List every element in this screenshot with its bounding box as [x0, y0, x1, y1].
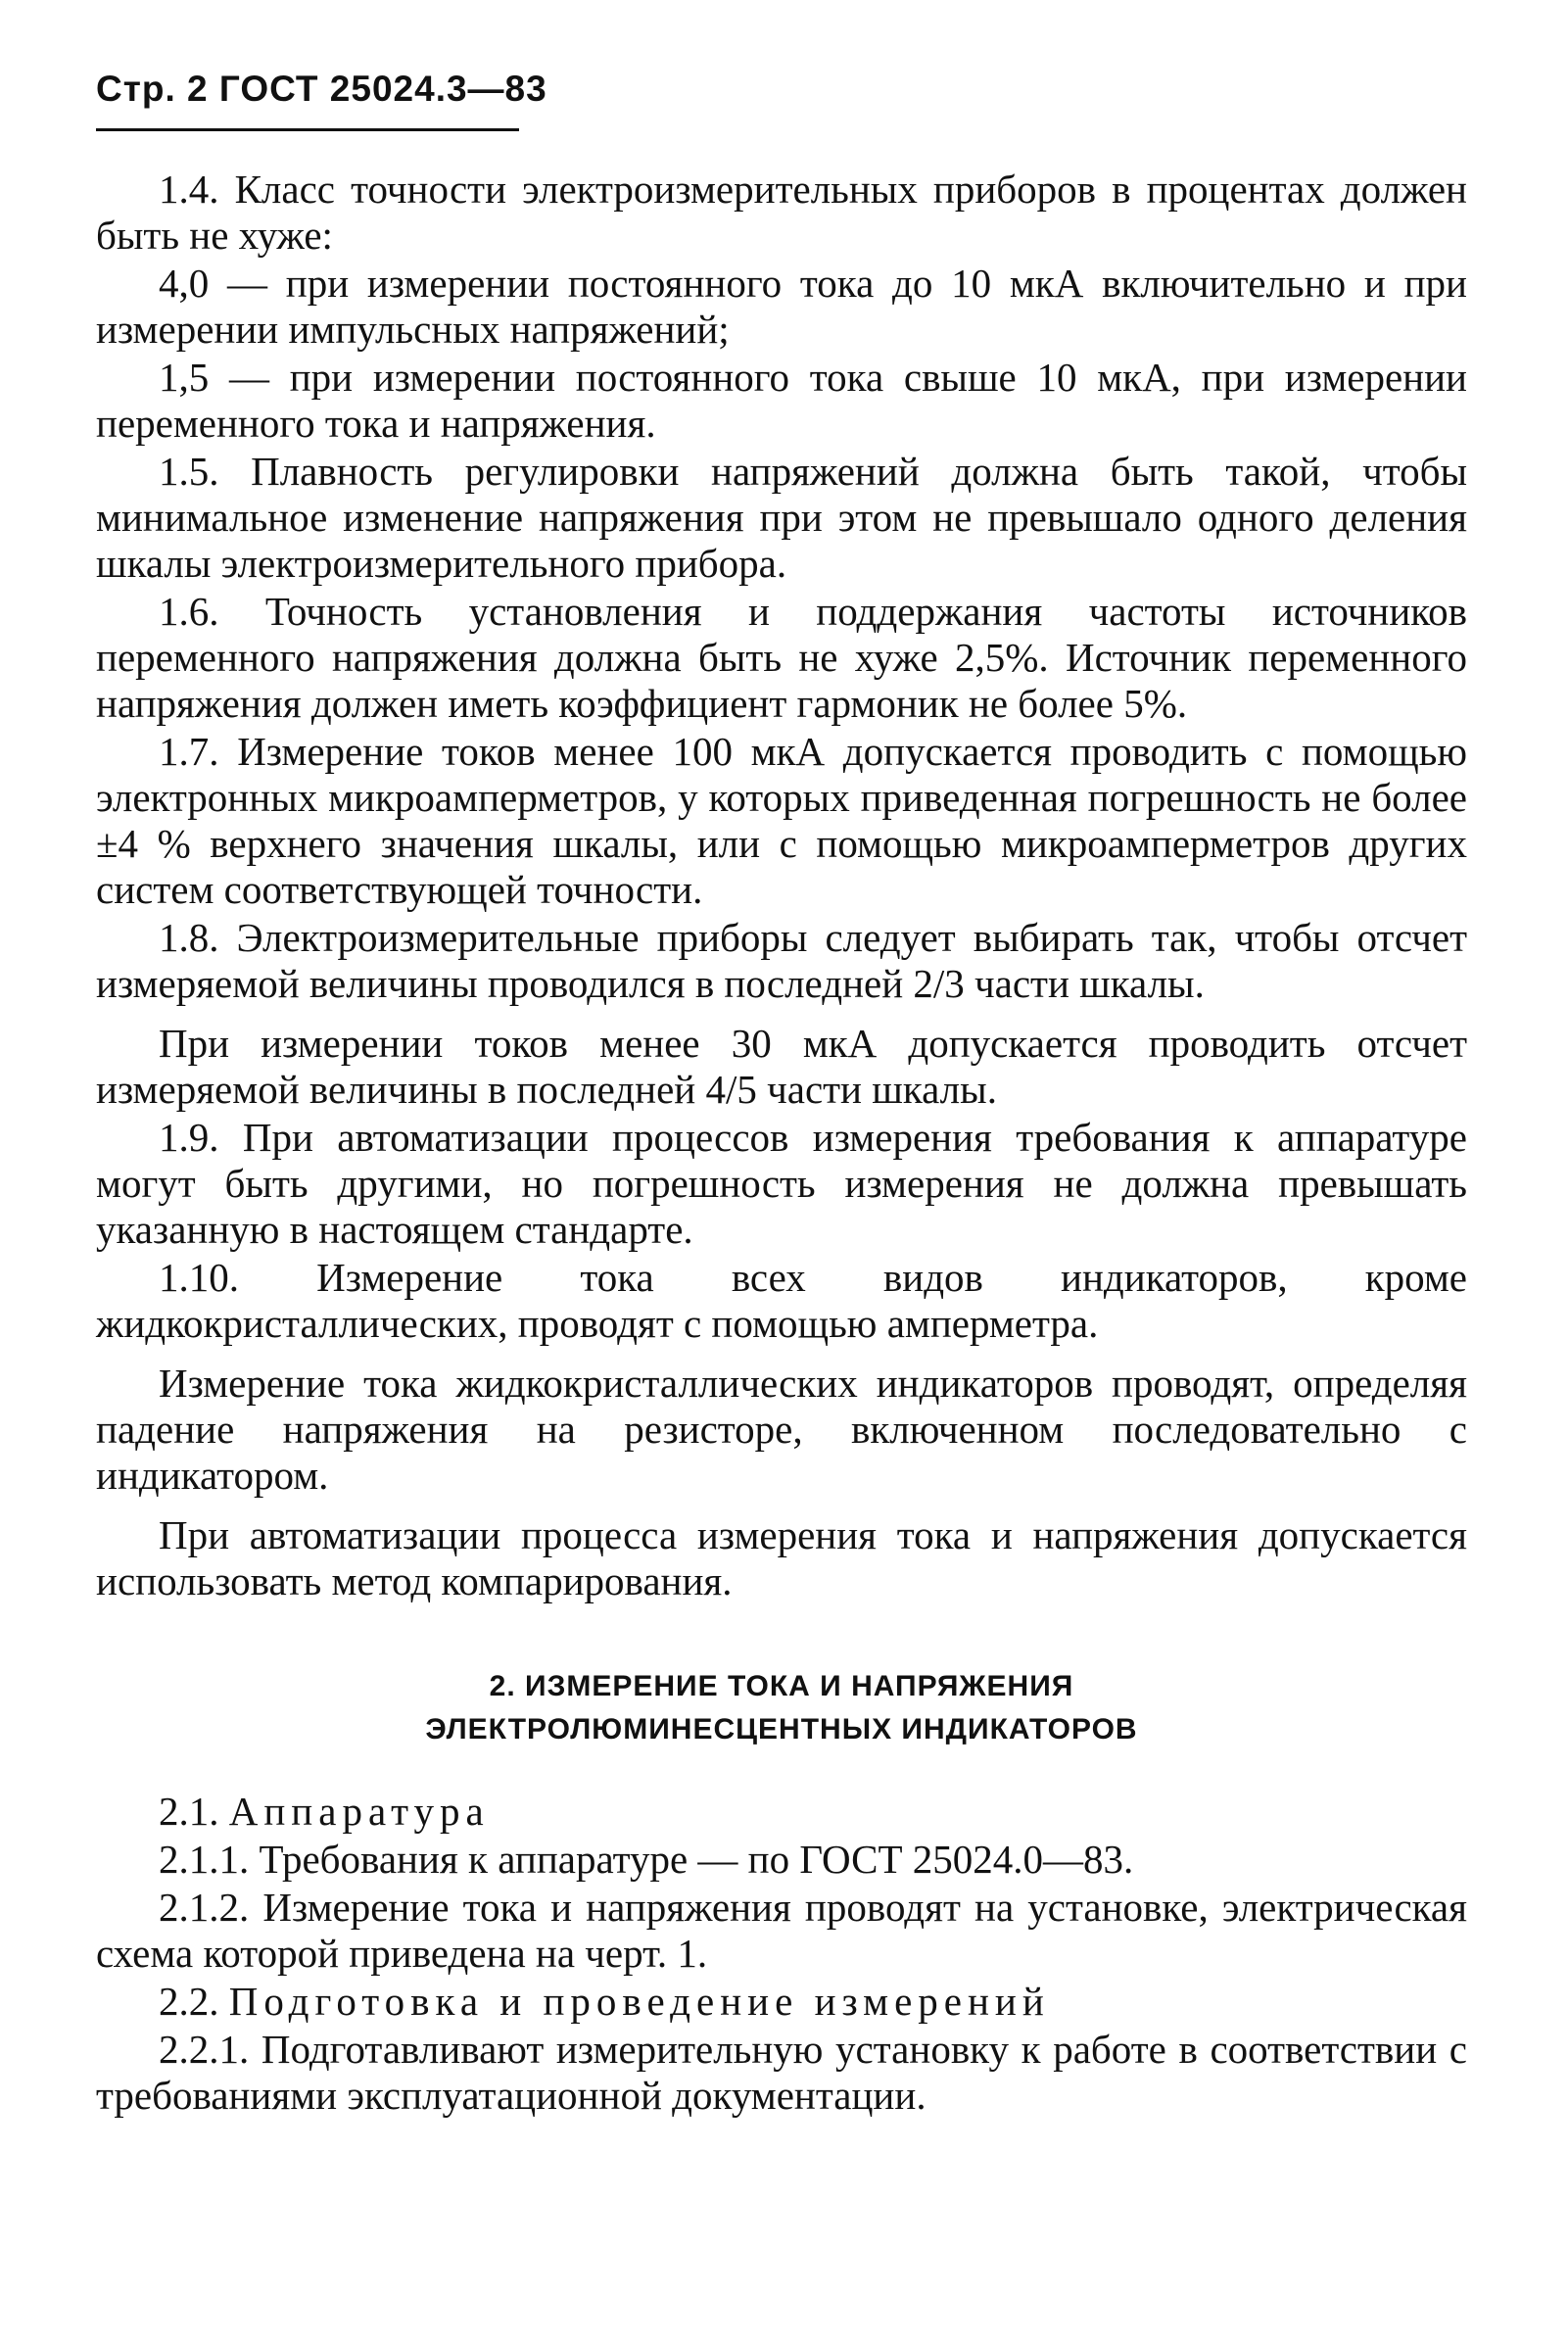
- paragraph-1-10: 1.10. Измерение тока всех видов индикаторов, кроме жидкокристаллических, проводят с помощью амперметра.: [96, 1255, 1467, 1346]
- body-text: [96, 167, 1467, 2119]
- paragraph-2-1-2: 2.1.2. Измерение тока и напряжения проводят на установке, электрическая схема которой приведена на черт. 1.: [96, 1885, 1467, 1976]
- section-title-line-2: ЭЛЕКТРОЛЮМИНЕСЦЕНТНЫХ ИНДИКАТОРОВ: [425, 1713, 1138, 1745]
- subsection-2-2-number: 2.2.: [159, 1979, 219, 2024]
- paragraph-2-1-1: 2.1.1. Требования к аппаратуре — по ГОСТ 25024.0—83.: [159, 1837, 1134, 1882]
- subsection-2-2-heading: [96, 1979, 1467, 2025]
- paragraph-1-8: 1.8. Электроизмерительные приборы следует выбирать так, чтобы отсчет измеряемой величины проводился в последней 2/3 части шкалы.: [96, 915, 1467, 1006]
- subsection-2-1-number: 2.1.: [159, 1789, 219, 1834]
- paragraph-1-9: 1.9. При автоматизации процессов измерения требования к аппаратуре могут быть другими, но погрешность измерения не должна превышать указанную в настоящем стандарте.: [96, 1115, 1467, 1252]
- paragraph-1-7: 1.7. Измерение токов менее 100 мкА допускается проводить с помощью электронных микроамперметров, у которых приведенная погрешность не более ±4 % верхнего значения шкалы, или с помощью микроамперметров других систем соответствующей точности.: [96, 729, 1467, 912]
- paragraph-1-5: 1.5. Плавность регулировки напряжений должна быть такой, чтобы минимальное изменение напряжения при этом не превышало одного деления шкалы электроизмерительного прибора.: [96, 449, 1467, 586]
- section-2-title: [96, 1665, 1467, 1751]
- subsection-2-1-heading: [96, 1789, 1467, 1835]
- paragraph-1-6: 1.6. Точность установления и поддержания частоты источников переменного напряжения должна быть не хуже 2,5%. Источник переменного напряжения должен иметь коэффициент гармоник не более 5%.: [96, 589, 1467, 726]
- subsection-2-2-title: Подготовка и проведение измерений: [228, 1979, 1050, 2024]
- paragraph-class-1-5: 1,5 — при измерении постоянного тока свыше 10 мкА, при измерении переменного тока и напряжения.: [96, 355, 1467, 446]
- section-title-line-1: 2. ИЗМЕРЕНИЕ ТОКА И НАПРЯЖЕНИЯ: [489, 1670, 1074, 1702]
- paragraph-1-10-lcd: Измерение тока жидкокристаллических индикаторов проводят, определяя падение напряжения на резисторе, включенном последовательно с индикатором.: [96, 1361, 1467, 1498]
- paragraph-class-4-0: 4,0 — при измерении постоянного тока до 10 мкА включительно и при измерении импульсных напряжений;: [96, 261, 1467, 352]
- subsection-2-1-title: Аппаратура: [228, 1789, 490, 1834]
- paragraph-1-4: 1.4. Класс точности электроизмерительных приборов в процентах должен быть не хуже:: [96, 167, 1467, 258]
- header-rule: [96, 128, 519, 131]
- paragraph-2-2-1: 2.2.1. Подготавливают измерительную установку к работе в соответствии с требованиями эксплуатационной документации.: [96, 2027, 1467, 2118]
- page-header: Стр. 2 ГОСТ 25024.3—83: [96, 69, 547, 109]
- paragraph-1-8-note: При измерении токов менее 30 мкА допускается проводить отсчет измеряемой величины в последней 4/5 части шкалы.: [96, 1021, 1467, 1112]
- paragraph-1-10-auto: При автоматизации процесса измерения тока и напряжения допускается использовать метод компарирования.: [96, 1512, 1467, 1603]
